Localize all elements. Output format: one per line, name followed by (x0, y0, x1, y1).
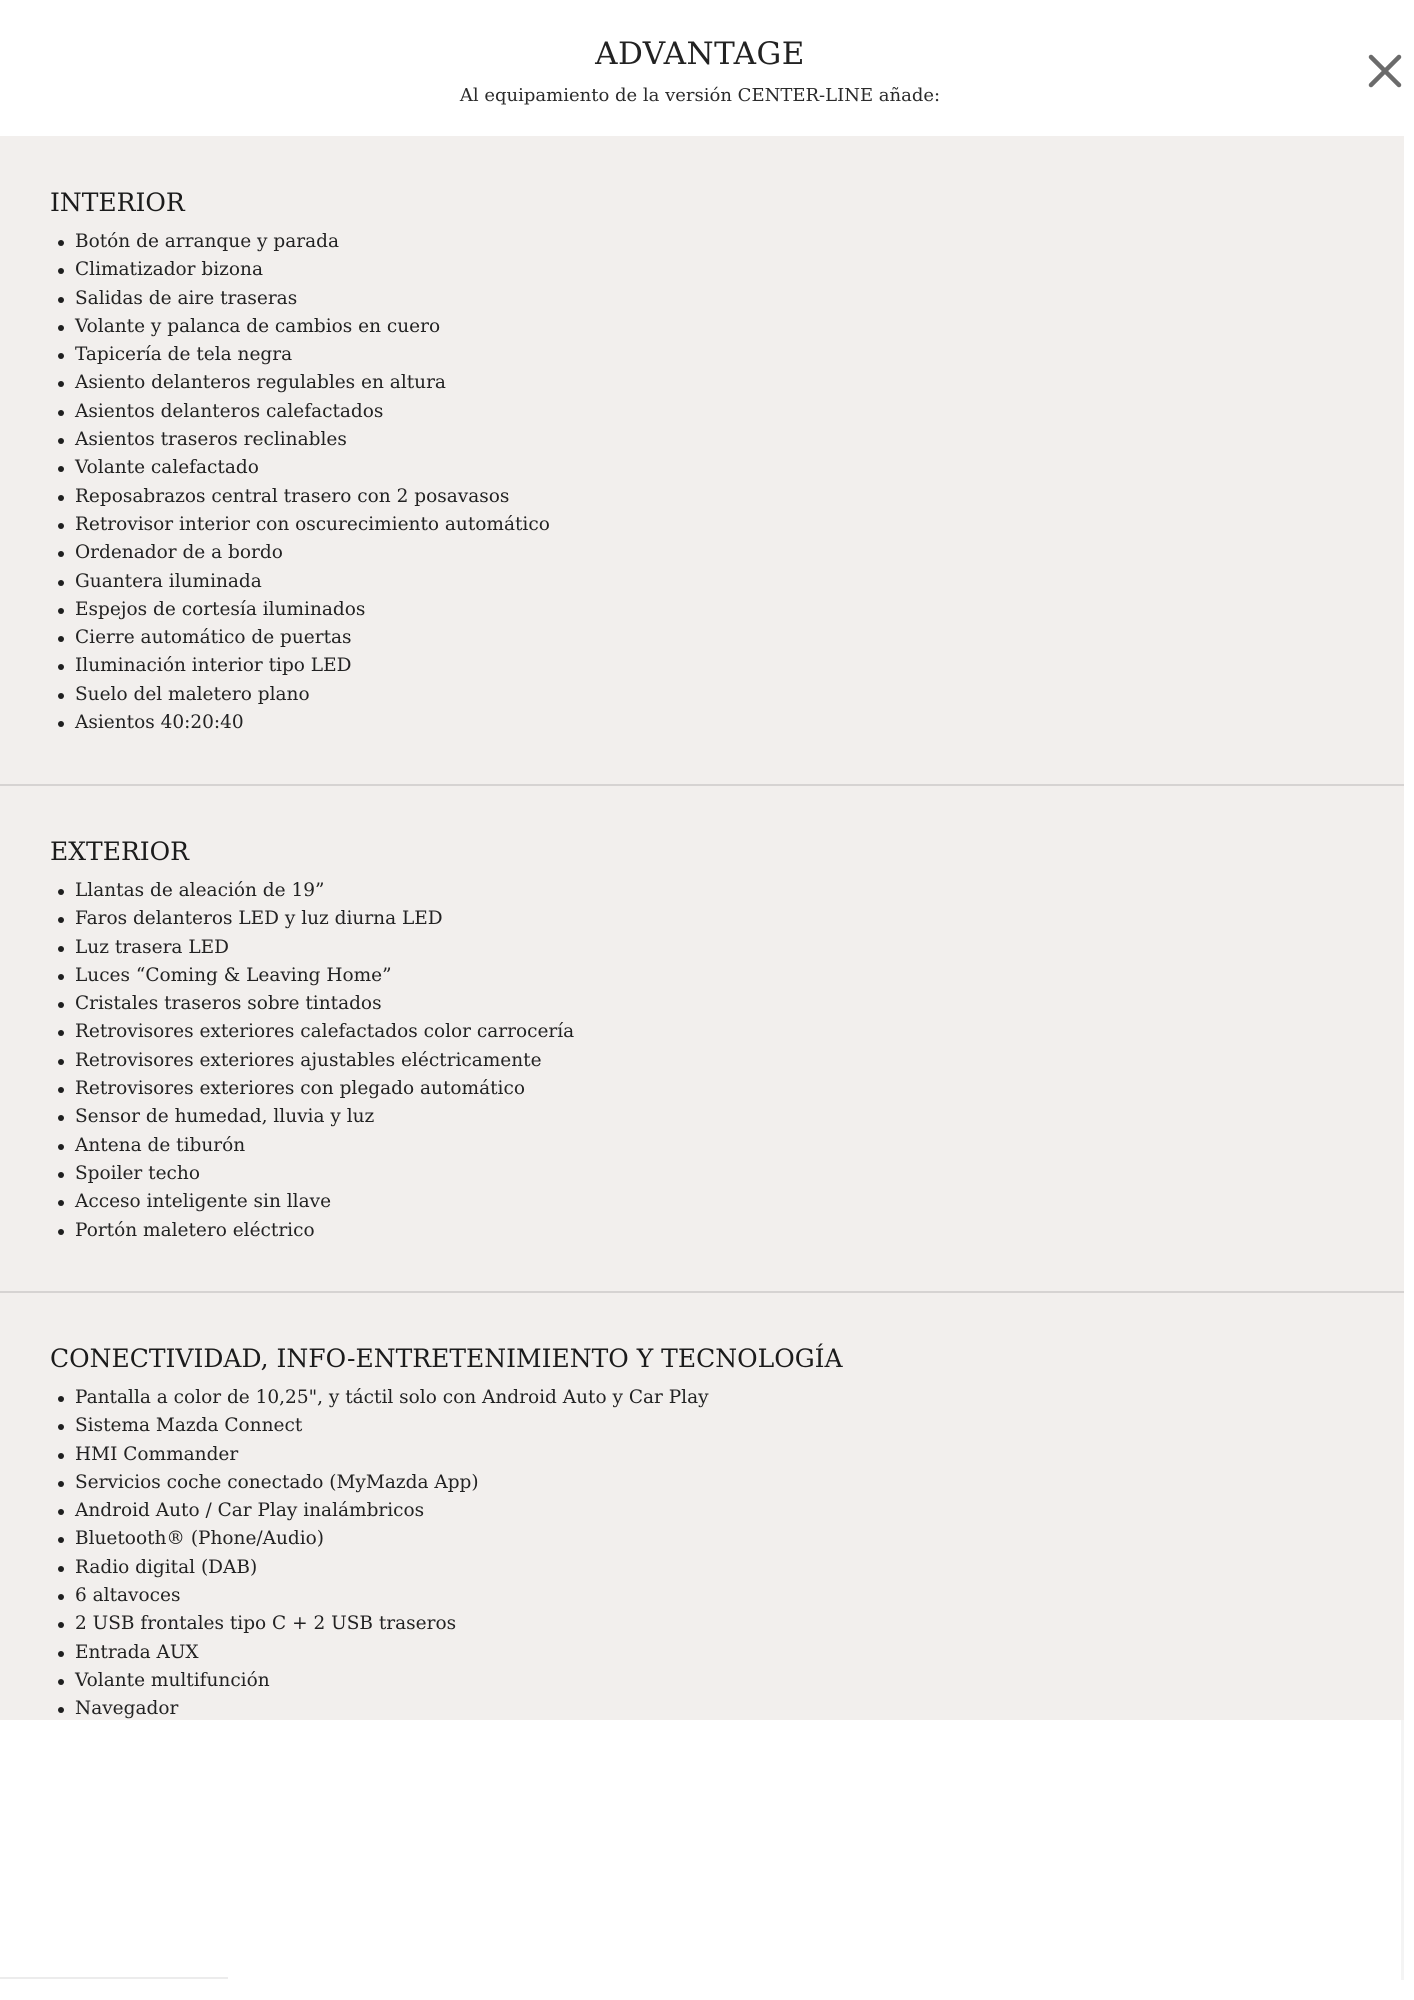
list-item: Portón maletero eléctrico (58, 1217, 574, 1245)
list-item: Asientos traseros reclinables (58, 426, 550, 454)
list-item: Luces “Coming & Leaving Home” (58, 962, 574, 990)
section-divider (0, 784, 1404, 786)
list-item: Entrada AUX (58, 1639, 709, 1667)
list-item: Retrovisores exteriores ajustables eléctricamente (58, 1047, 574, 1075)
list-item: Climatizador bizona (58, 256, 550, 284)
list-item: Asiento delanteros regulables en altura (58, 369, 550, 397)
list-item: Iluminación interior tipo LED (58, 652, 550, 680)
close-button[interactable] (1366, 52, 1404, 90)
scrollbar-track[interactable] (1401, 1720, 1404, 1980)
list-item: Suelo del maletero plano (58, 681, 550, 709)
list-item: Volante multifunción (58, 1667, 709, 1695)
section-title-connectivity: CONECTIVIDAD, INFO-ENTRETENIMIENTO Y TECNOLOGÍA (50, 1344, 843, 1373)
connectivity-feature-list (58, 1384, 709, 1724)
list-item: Botón de arranque y parada (58, 228, 550, 256)
list-item: 6 altavoces (58, 1582, 709, 1610)
list-item: Pantalla a color de 10,25", y táctil solo con Android Auto y Car Play (58, 1384, 709, 1412)
list-item: Sistema Mazda Connect (58, 1412, 709, 1440)
list-item: Cierre automático de puertas (58, 624, 550, 652)
page-blank-area (0, 1720, 1414, 2000)
list-item: Guantera iluminada (58, 568, 550, 596)
list-item: Espejos de cortesía iluminados (58, 596, 550, 624)
list-item: HMI Commander (58, 1441, 709, 1469)
list-item: Asientos delanteros calefactados (58, 398, 550, 426)
list-item: Servicios coche conectado (MyMazda App) (58, 1469, 709, 1497)
list-item: Bluetooth® (Phone/Audio) (58, 1525, 709, 1553)
list-item: Llantas de aleación de 19” (58, 877, 574, 905)
page-title: ADVANTAGE (595, 36, 805, 72)
section-title-interior: INTERIOR (50, 188, 185, 217)
list-item: Android Auto / Car Play inalámbricos (58, 1497, 709, 1525)
list-item: Navegador (58, 1695, 709, 1723)
section-divider (0, 1291, 1404, 1293)
close-icon[interactable] (1366, 52, 1404, 90)
list-item: 2 USB frontales tipo C + 2 USB traseros (58, 1610, 709, 1638)
exterior-feature-list (58, 877, 574, 1245)
page-subtitle: Al equipamiento de la versión CENTER-LINE añade: (459, 85, 941, 106)
list-item: Ordenador de a bordo (58, 539, 550, 567)
list-item: Acceso inteligente sin llave (58, 1188, 574, 1216)
list-item: Faros delanteros LED y luz diurna LED (58, 905, 574, 933)
list-item: Asientos 40:20:40 (58, 709, 550, 737)
modal-header (0, 0, 1414, 136)
list-item: Salidas de aire traseras (58, 285, 550, 313)
list-item: Retrovisores exteriores con plegado automático (58, 1075, 574, 1103)
list-item: Volante calefactado (58, 454, 550, 482)
list-item: Luz trasera LED (58, 934, 574, 962)
list-item: Radio digital (DAB) (58, 1554, 709, 1582)
footer-divider (0, 1977, 228, 1979)
list-item: Reposabrazos central trasero con 2 posavasos (58, 483, 550, 511)
interior-feature-list (58, 228, 550, 737)
list-item: Retrovisor interior con oscurecimiento automático (58, 511, 550, 539)
list-item: Spoiler techo (58, 1160, 574, 1188)
list-item: Volante y palanca de cambios en cuero (58, 313, 550, 341)
section-title-exterior: EXTERIOR (50, 837, 189, 866)
list-item: Retrovisores exteriores calefactados color carrocería (58, 1018, 574, 1046)
list-item: Antena de tiburón (58, 1132, 574, 1160)
list-item: Tapicería de tela negra (58, 341, 550, 369)
list-item: Cristales traseros sobre tintados (58, 990, 574, 1018)
list-item: Sensor de humedad, lluvia y luz (58, 1103, 574, 1131)
content-panel (0, 136, 1404, 1720)
